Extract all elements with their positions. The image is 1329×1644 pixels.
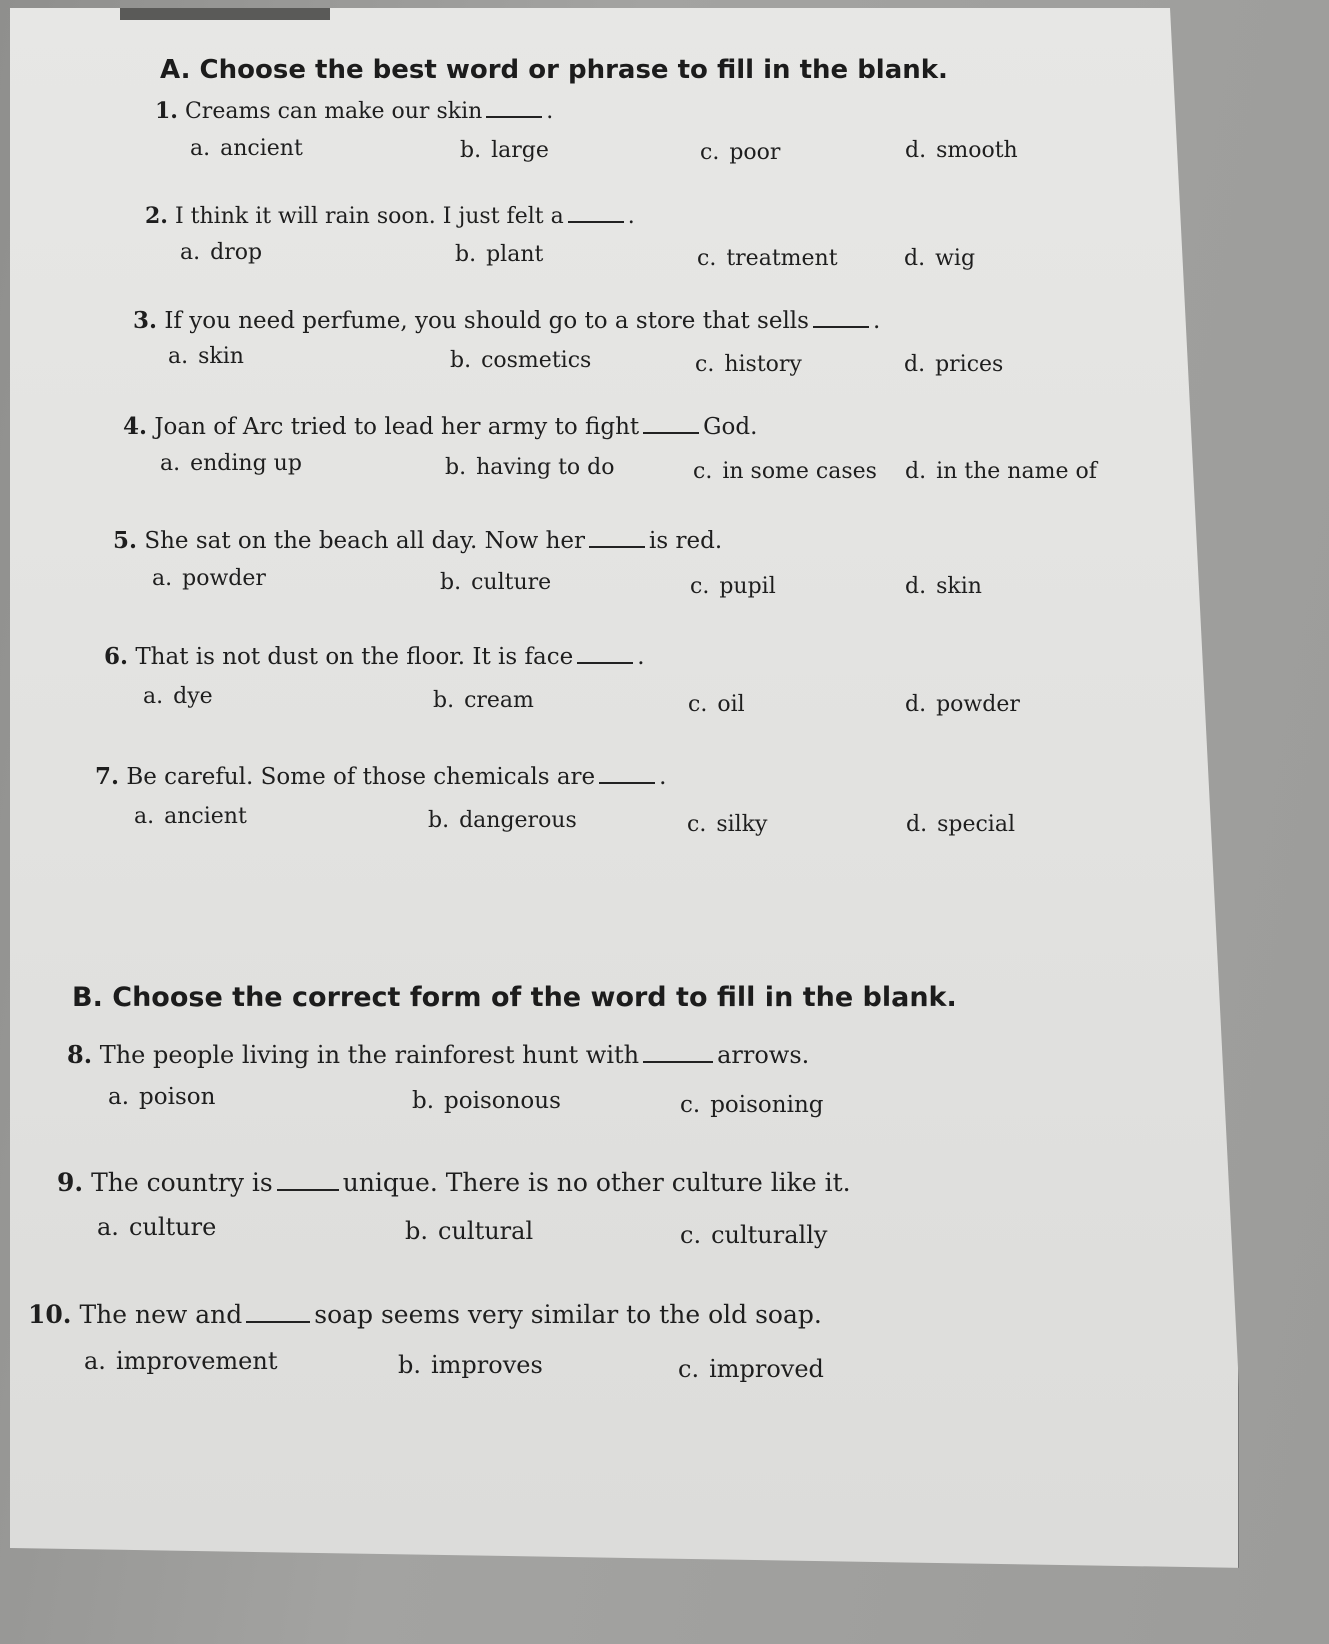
question-8 (67, 1040, 809, 1069)
option-letter: b. (445, 455, 467, 480)
question-text-after: is red. (649, 528, 723, 554)
option-text: skin (936, 574, 982, 599)
answer-blank (589, 528, 645, 548)
option-a[interactable] (152, 566, 266, 591)
option-text: improved (709, 1355, 824, 1383)
option-letter: c. (690, 574, 710, 599)
option-text: ending up (190, 451, 302, 476)
section-b-letter: B. (72, 982, 103, 1013)
answer-blank (568, 203, 624, 223)
question-number: 6. (104, 643, 129, 670)
option-text: plant (486, 242, 544, 267)
question-text-before: That is not dust on the floor. It is face (135, 644, 574, 670)
question-6 (104, 643, 645, 670)
question-number: 1. (155, 98, 178, 124)
question-text-before: Creams can make our skin (184, 99, 483, 124)
option-b[interactable] (412, 1088, 561, 1114)
option-text: dye (173, 684, 213, 709)
question-2 (145, 203, 635, 229)
question-4 (123, 413, 757, 440)
option-a[interactable] (97, 1213, 216, 1241)
option-c[interactable] (687, 812, 767, 837)
option-letter: b. (440, 570, 462, 595)
option-letter: a. (160, 451, 181, 476)
question-text-after: . (546, 99, 554, 124)
option-text: large (491, 138, 549, 163)
section-a-letter: A. (160, 55, 191, 85)
section-a-heading (160, 55, 948, 85)
question-9 (57, 1168, 851, 1197)
option-letter: c. (680, 1092, 701, 1118)
option-text: ancient (164, 804, 247, 829)
option-c[interactable] (680, 1092, 824, 1118)
option-text: improvement (115, 1347, 278, 1375)
option-text: culture (471, 570, 552, 595)
option-letter: a. (190, 136, 211, 161)
option-letter: a. (168, 344, 189, 369)
option-text: powder (936, 692, 1020, 717)
option-letter: d. (905, 138, 927, 163)
question-text-after: unique. There is no other culture like it. (342, 1168, 851, 1197)
option-letter: d. (904, 352, 926, 377)
question-text-before: The people living in the rainforest hunt with (99, 1041, 640, 1069)
section-b-heading (72, 982, 957, 1013)
question-text-after: . (637, 644, 645, 670)
option-a[interactable] (143, 684, 213, 709)
question-text-after: arrows. (717, 1041, 810, 1069)
option-d[interactable] (905, 692, 1020, 717)
option-d[interactable] (905, 138, 1018, 163)
option-a[interactable] (168, 344, 244, 369)
question-7 (95, 763, 666, 790)
question-text-after: God. (703, 414, 758, 440)
question-text-before: The country is (91, 1168, 273, 1197)
option-letter: c. (678, 1355, 700, 1383)
option-letter: a. (152, 566, 173, 591)
option-letter: a. (143, 684, 164, 709)
option-letter: c. (687, 812, 707, 837)
option-letter: b. (405, 1217, 428, 1245)
option-d[interactable] (905, 574, 982, 599)
option-letter: d. (906, 812, 928, 837)
option-letter: b. (412, 1088, 435, 1114)
option-text: having to do (476, 455, 615, 480)
question-text-before: I think it will rain soon. I just felt a (174, 204, 564, 229)
option-letter: b. (450, 348, 472, 373)
option-text: skin (198, 344, 244, 369)
page-tab-strip (120, 8, 330, 20)
option-d[interactable] (905, 459, 1097, 484)
option-b[interactable] (455, 242, 543, 267)
question-number: 5. (113, 527, 138, 554)
answer-blank (813, 308, 869, 328)
option-text: smooth (936, 138, 1018, 163)
answer-blank (643, 1043, 713, 1063)
option-a[interactable] (160, 451, 302, 476)
option-b[interactable] (433, 688, 534, 713)
option-letter: c. (700, 140, 720, 165)
question-5 (113, 527, 722, 554)
option-c[interactable] (690, 574, 776, 599)
option-text: poison (139, 1084, 216, 1110)
option-letter: b. (460, 138, 482, 163)
option-text: poor (729, 140, 781, 165)
option-b[interactable] (440, 570, 551, 595)
option-text: cream (464, 688, 534, 713)
option-text: dangerous (459, 808, 577, 833)
option-letter: c. (680, 1221, 702, 1249)
option-c[interactable] (695, 352, 802, 377)
question-number: 2. (145, 203, 168, 229)
option-c[interactable] (688, 692, 745, 717)
option-text: in the name of (936, 459, 1097, 484)
question-text-before: The new and (79, 1300, 243, 1329)
option-letter: d. (905, 692, 927, 717)
option-letter: d. (904, 246, 926, 271)
question-text-after: . (659, 764, 667, 790)
option-c[interactable] (697, 246, 838, 271)
option-text: powder (182, 566, 266, 591)
question-number: 10. (28, 1300, 72, 1329)
option-a[interactable] (190, 136, 303, 161)
option-text: drop (210, 240, 263, 265)
option-text: special (937, 812, 1015, 837)
option-text: prices (935, 352, 1004, 377)
option-text: wig (935, 246, 976, 271)
option-b[interactable] (450, 348, 591, 373)
option-d[interactable] (904, 246, 975, 271)
option-text: culturally (711, 1221, 828, 1249)
answer-blank (486, 98, 542, 118)
option-b[interactable] (405, 1217, 533, 1245)
option-a[interactable] (108, 1084, 215, 1110)
option-text: cultural (438, 1217, 534, 1245)
option-letter: a. (180, 240, 201, 265)
answer-blank (277, 1171, 339, 1191)
option-b[interactable] (398, 1351, 543, 1379)
question-text-before: Be careful. Some of those chemicals are (126, 764, 596, 790)
question-text-after: soap seems very similar to the old soap. (314, 1300, 822, 1329)
question-text-before: If you need perfume, you should go to a store that sells (164, 308, 809, 334)
option-a[interactable] (134, 804, 247, 829)
option-text: silky (716, 812, 768, 837)
question-number: 4. (123, 413, 148, 440)
question-text-before: Joan of Arc tried to lead her army to fight (154, 414, 640, 440)
option-text: poisoning (710, 1092, 824, 1118)
question-text-before: She sat on the beach all day. Now her (144, 528, 586, 554)
answer-blank (599, 764, 655, 784)
answer-blank (246, 1303, 310, 1323)
option-text: pupil (719, 574, 776, 599)
option-a[interactable] (180, 240, 262, 265)
option-letter: b. (398, 1351, 421, 1379)
option-text: poisonous (444, 1088, 561, 1114)
option-letter: d. (905, 574, 927, 599)
option-text: history (724, 352, 802, 377)
option-text: ancient (220, 136, 303, 161)
option-a[interactable] (84, 1347, 277, 1375)
question-3 (133, 307, 880, 334)
option-c[interactable] (700, 140, 780, 165)
option-d[interactable] (906, 812, 1015, 837)
option-b[interactable] (428, 808, 577, 833)
answer-blank (577, 644, 633, 664)
question-number: 3. (133, 307, 158, 334)
option-text: oil (717, 692, 745, 717)
question-1 (155, 98, 553, 124)
option-text: improves (431, 1351, 543, 1379)
option-letter: a. (97, 1213, 119, 1241)
option-c[interactable] (680, 1221, 827, 1249)
option-text: cosmetics (481, 348, 592, 373)
question-text-after: . (872, 308, 881, 334)
option-letter: c. (693, 459, 713, 484)
option-letter: b. (455, 242, 477, 267)
section-b-instruction: Choose the correct form of the word to fill in the blank. (112, 982, 957, 1013)
question-text-after: . (627, 204, 635, 229)
option-letter: b. (428, 808, 450, 833)
question-number: 8. (67, 1040, 93, 1069)
option-letter: a. (84, 1347, 106, 1375)
option-b[interactable] (460, 138, 549, 163)
option-letter: c. (697, 246, 717, 271)
option-d[interactable] (904, 352, 1003, 377)
option-text: culture (128, 1213, 217, 1241)
option-letter: a. (134, 804, 155, 829)
option-text: treatment (726, 246, 838, 271)
question-10 (28, 1300, 822, 1329)
option-text: in some cases (722, 459, 877, 484)
question-number: 9. (57, 1168, 84, 1197)
option-letter: b. (433, 688, 455, 713)
option-letter: c. (688, 692, 708, 717)
answer-blank (643, 414, 699, 434)
option-letter: c. (695, 352, 715, 377)
section-a-instruction: Choose the best word or phrase to fill in the blank. (199, 55, 948, 85)
option-letter: d. (905, 459, 927, 484)
option-c[interactable] (678, 1355, 824, 1383)
option-b[interactable] (445, 455, 614, 480)
option-c[interactable] (693, 459, 877, 484)
question-number: 7. (95, 763, 120, 790)
option-letter: a. (108, 1084, 130, 1110)
